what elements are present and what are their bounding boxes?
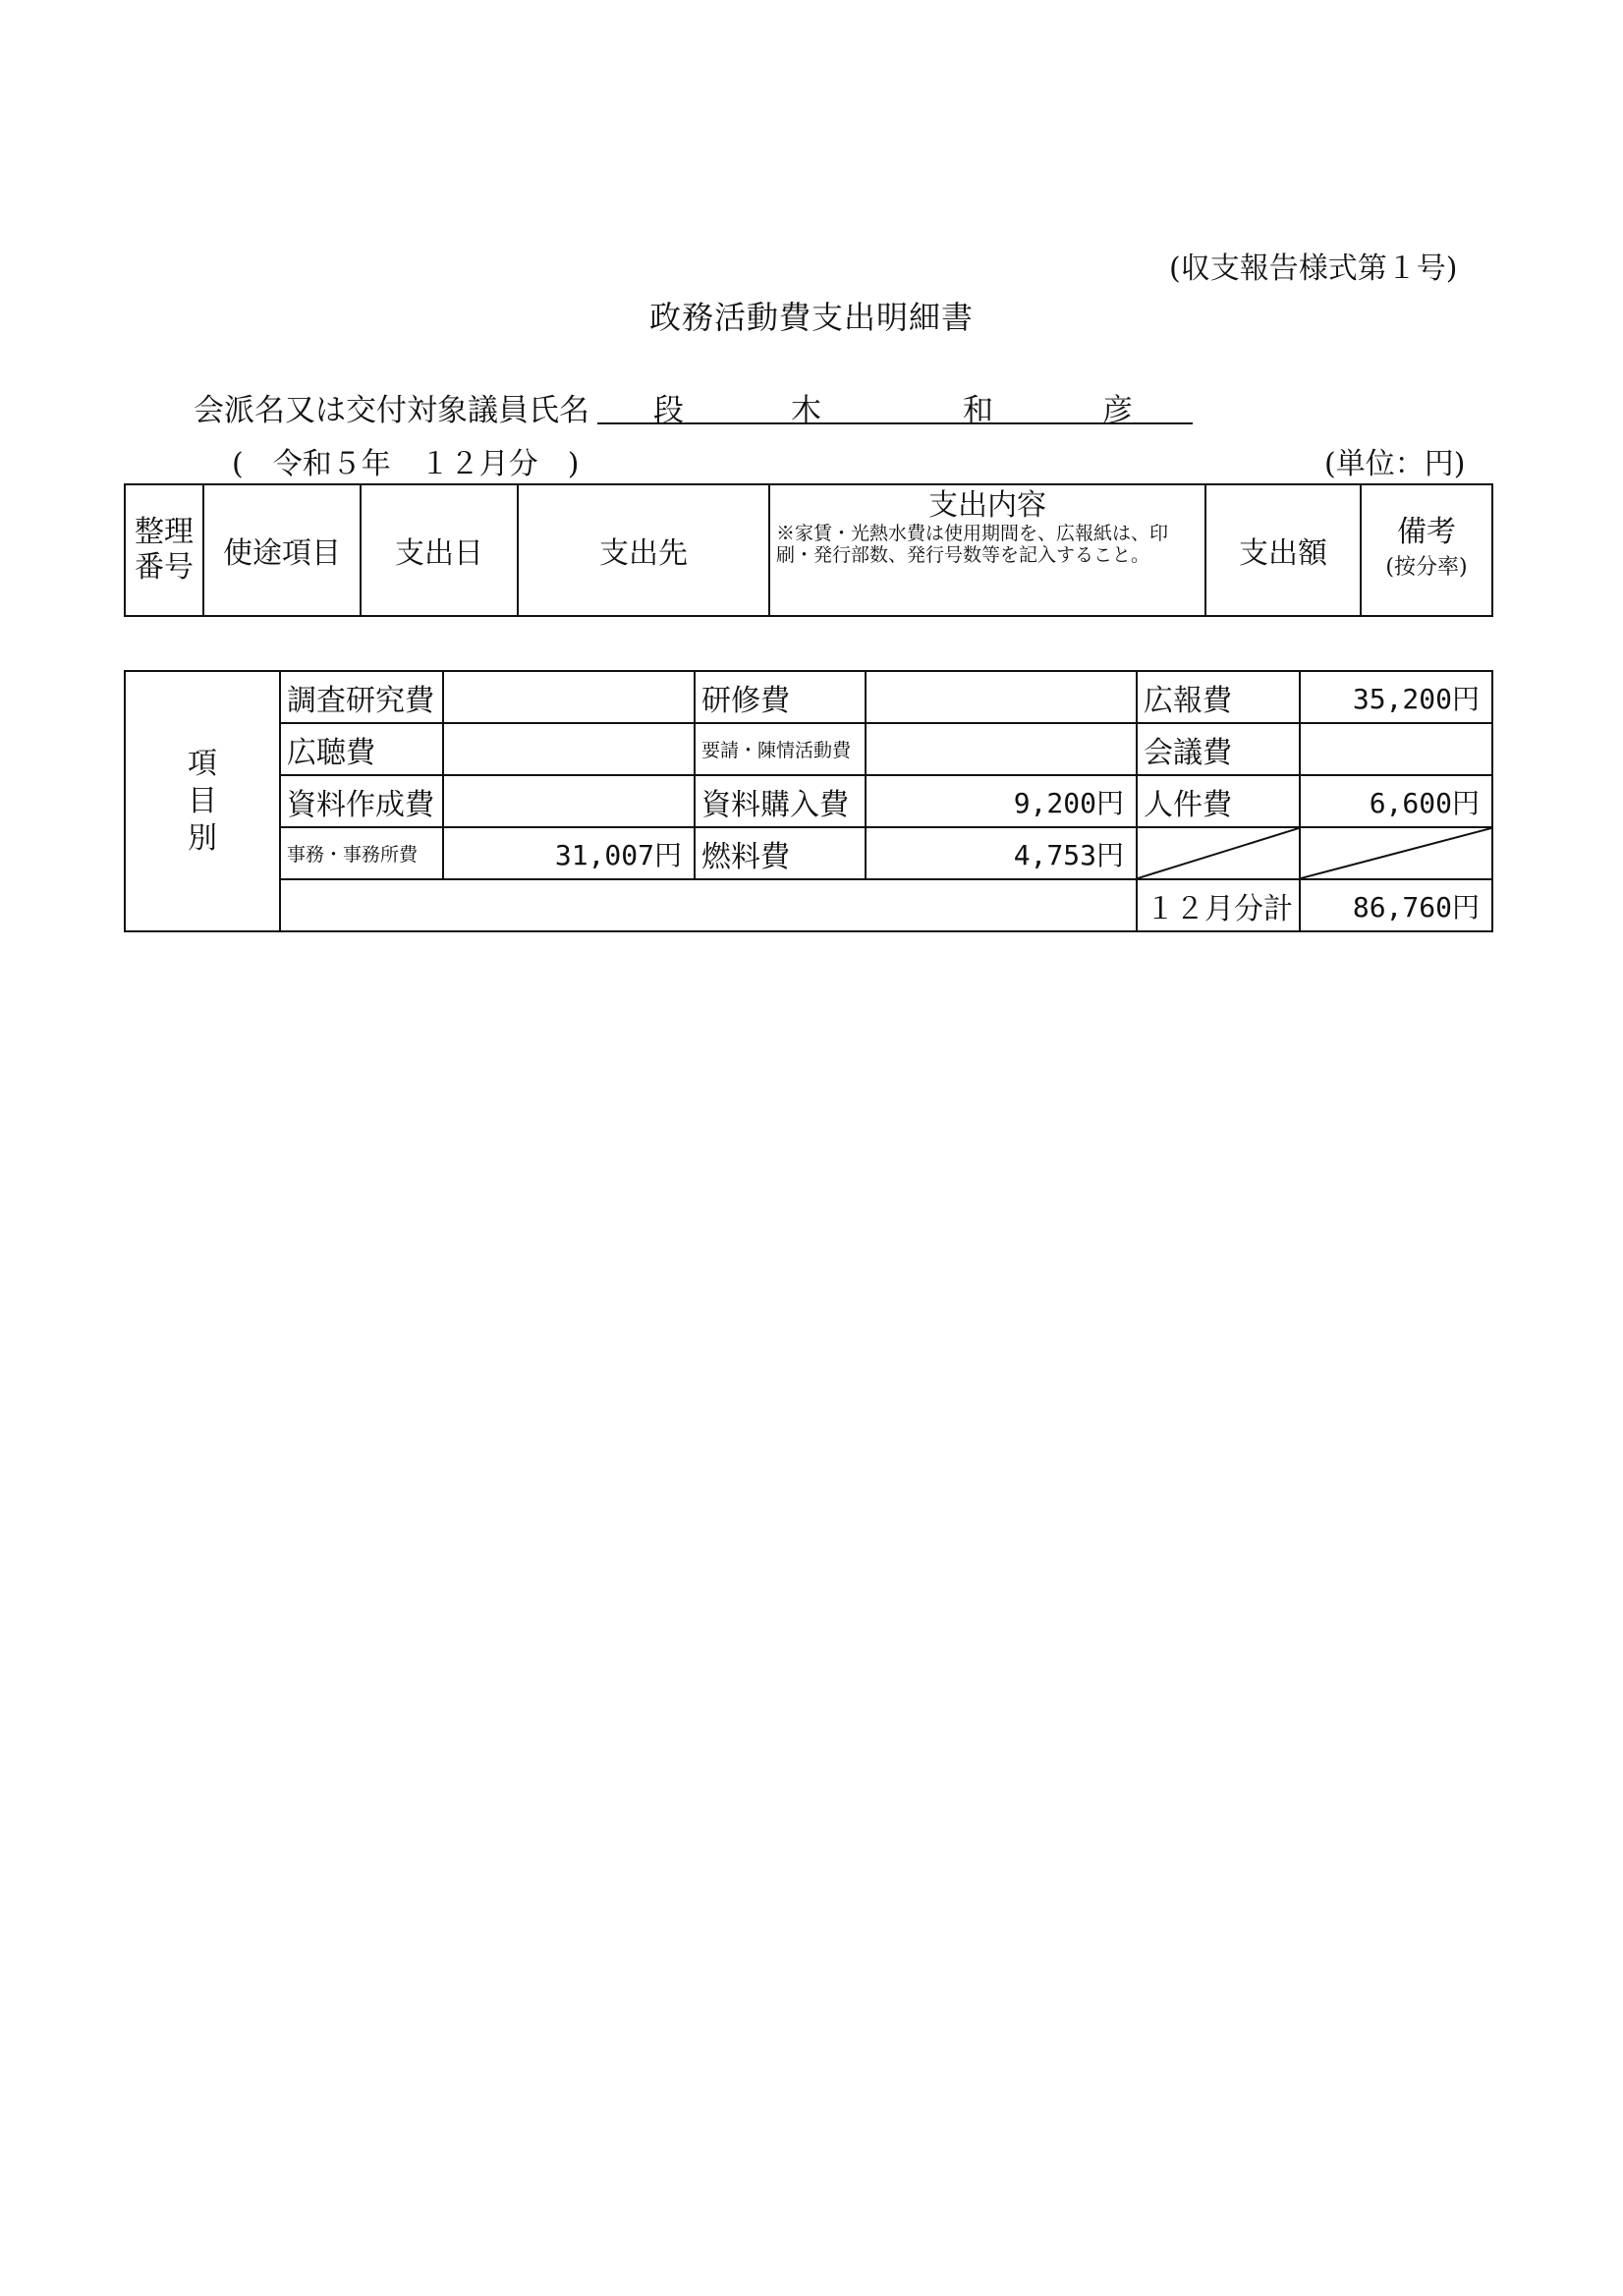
item-amount: 31,007円 (443, 827, 695, 879)
item-label: 事務・事務所費 (280, 827, 443, 879)
header-remarks-line2: (按分率) (1385, 555, 1468, 580)
header-remarks-line1: 備考 (1397, 515, 1456, 549)
member-name-char: 段 (653, 393, 684, 428)
item-amount (866, 671, 1137, 723)
header-content-note: ※家賃・光熱水費は使用期間を、広報紙は、印刷・発行部数、発行号数等を記入すること。 (776, 523, 1169, 566)
header-content-title: 支出内容 (928, 488, 1046, 523)
unit-label: (単位：円) (1324, 447, 1466, 481)
reporting-period: ( 令和５年 １２月分 ) (232, 447, 580, 481)
diagonal-line (1138, 828, 1299, 878)
item-label: 燃料費 (695, 827, 866, 879)
header-number-line2: 番号 (135, 550, 194, 585)
header-amount: 支出額 (1205, 484, 1361, 616)
item-label: 広報費 (1137, 671, 1300, 723)
item-amount (443, 723, 695, 775)
item-label: 調査研究費 (280, 671, 443, 723)
item-amount (443, 775, 695, 827)
item-label: 会議費 (1137, 723, 1300, 775)
header-number (125, 484, 203, 616)
item-label: 研修費 (695, 671, 866, 723)
side-char: 目 (188, 783, 217, 818)
header-remarks (1361, 484, 1492, 616)
table-row (125, 671, 1492, 723)
category-table (124, 670, 1493, 932)
table-row (125, 775, 1492, 827)
item-amount: 35,200円 (1300, 671, 1492, 723)
header-date: 支出日 (361, 484, 518, 616)
blank-diagonal-cell (1300, 827, 1492, 879)
item-label: 資料購入費 (695, 775, 866, 827)
header-payee: 支出先 (518, 484, 769, 616)
item-amount: 6,600円 (1300, 775, 1492, 827)
item-label: 資料作成費 (280, 775, 443, 827)
item-label: 要請・陳情活動費 (695, 723, 866, 775)
diagonal-line (1301, 828, 1491, 878)
form-number: (収支報告様式第１号) (1169, 252, 1458, 286)
item-amount (1300, 723, 1492, 775)
header-table (124, 483, 1493, 617)
blank-cell (280, 879, 1137, 931)
item-amount: 9,200円 (866, 775, 1137, 827)
table-row (125, 879, 1492, 931)
table-row (125, 827, 1492, 879)
item-label: 人件費 (1137, 775, 1300, 827)
header-content (769, 484, 1205, 616)
blank-diagonal-cell (1137, 827, 1300, 879)
total-amount: 86,760円 (1300, 879, 1492, 931)
side-char: 項 (188, 746, 217, 781)
member-name-char: 彦 (1102, 393, 1133, 428)
item-label: 広聴費 (280, 723, 443, 775)
total-label: １２月分計 (1137, 879, 1300, 931)
header-number-line1: 整理 (135, 515, 194, 549)
member-name-char: 木 (791, 393, 821, 428)
side-char: 別 (188, 820, 217, 856)
item-amount (866, 723, 1137, 775)
document-title: 政務活動費支出明細書 (648, 299, 974, 336)
name-label: 会派名又は交付対象議員氏名 (194, 393, 589, 428)
item-amount: 4,753円 (866, 827, 1137, 879)
category-side-label (125, 671, 280, 931)
header-purpose: 使途項目 (203, 484, 361, 616)
member-name-char: 和 (963, 393, 993, 428)
item-amount (443, 671, 695, 723)
table-row (125, 723, 1492, 775)
